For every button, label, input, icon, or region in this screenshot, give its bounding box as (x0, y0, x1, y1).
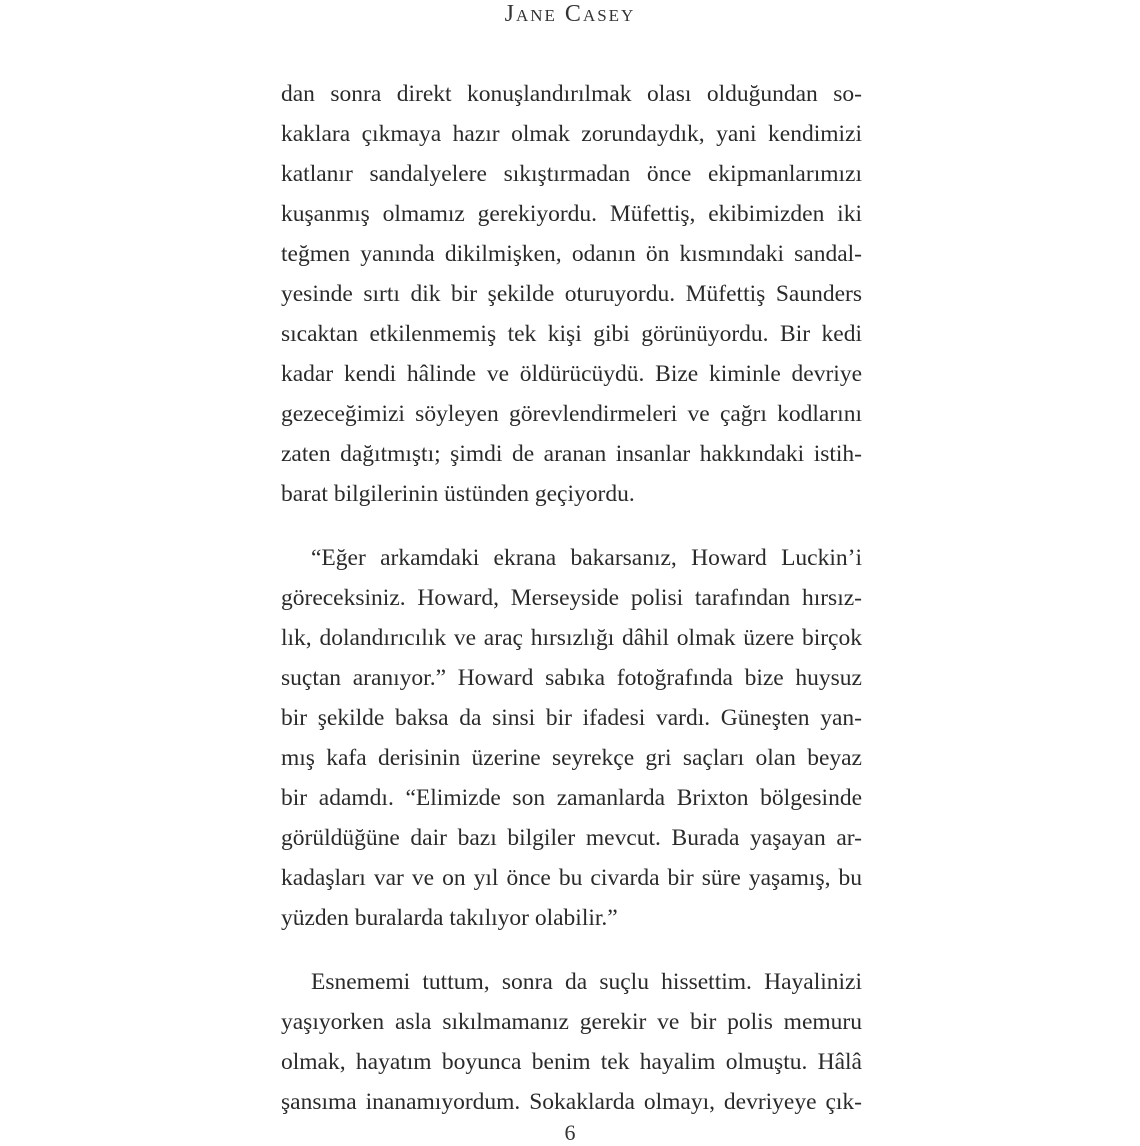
text-line: katlanır sandalyelere sıkıştırmadan önce ekipmanlarımızı (281, 161, 862, 187)
text-line: yesinde sırtı dik bir şekilde oturuyordu. Müfettiş Saunders (281, 281, 862, 307)
text-line: lık, dolandırıcılık ve araç hırsızlığı dâhil olmak üzere birçok (281, 625, 862, 651)
text-line: yüzden buralarda takılıyor olabilir.” (281, 905, 618, 931)
text-line: kaklara çıkmaya hazır olmak zorundaydık, yani kendimizi (281, 121, 862, 147)
text-line: şansıma inanamıyordum. Sokaklarda olmayı, devriyeye çık- (281, 1089, 862, 1115)
text-line: kadaşları var ve on yıl önce bu civarda bir süre yaşamış, bu (281, 865, 862, 891)
text-line: görüldüğüne dair bazı bilgiler mevcut. Burada yaşayan ar- (281, 825, 862, 851)
text-line: zaten dağıtmıştı; şimdi de aranan insanlar hakkındaki istih- (281, 441, 862, 467)
paragraph-3 (281, 962, 862, 1122)
page-number: 6 (564, 1120, 576, 1145)
text-line: suçtan aranıyor.” Howard sabıka fotoğrafında bize huysuz (281, 665, 862, 691)
body-text (281, 74, 862, 1122)
text-line: bir şekilde baksa da sinsi bir ifadesi vardı. Güneşten yan- (281, 705, 862, 731)
text-line: mış kafa derisinin üzerine seyrekçe gri saçları olan beyaz (281, 745, 862, 771)
text-line: yaşıyorken asla sıkılmamanız gerekir ve bir polis memuru (281, 1009, 862, 1035)
text-line: kuşanmış olmamız gerekiyordu. Müfettiş, ekibimizden iki (281, 201, 862, 227)
text-line: Esnememi tuttum, sonra da suçlu hissettim. Hayalinizi (311, 969, 862, 995)
text-line: sıcaktan etkilenmemiş tek kişi gibi görünüyordu. Bir kedi (281, 321, 862, 347)
text-line: bir adamdı. “Elimizde son zamanlarda Brixton bölgesinde (281, 785, 862, 811)
text-line: kadar kendi hâlinde ve öldürücüydü. Bize kiminle devriye (281, 361, 862, 387)
text-line: göreceksiniz. Howard, Merseyside polisi tarafından hırsız- (281, 585, 862, 611)
paragraph-1 (281, 74, 862, 514)
paragraph-2 (281, 538, 862, 938)
text-line: barat bilgilerinin üstünden geçiyordu. (281, 481, 635, 507)
text-line: gezeceğimizi söyleyen görevlendirmeleri ve çağrı kodlarını (281, 401, 862, 427)
text-line: teğmen yanında dikilmişken, odanın ön kısmındaki sandal- (281, 241, 862, 267)
text-line: dan sonra direkt konuşlandırılmak olası olduğundan so- (281, 81, 862, 107)
text-line: “Eğer arkamdaki ekrana bakarsanız, Howard Luckin’i (311, 545, 862, 571)
text-line: olmak, hayatım boyunca benim tek hayalim olmuştu. Hâlâ (281, 1049, 862, 1075)
running-head: Jane Casey (504, 1, 636, 27)
